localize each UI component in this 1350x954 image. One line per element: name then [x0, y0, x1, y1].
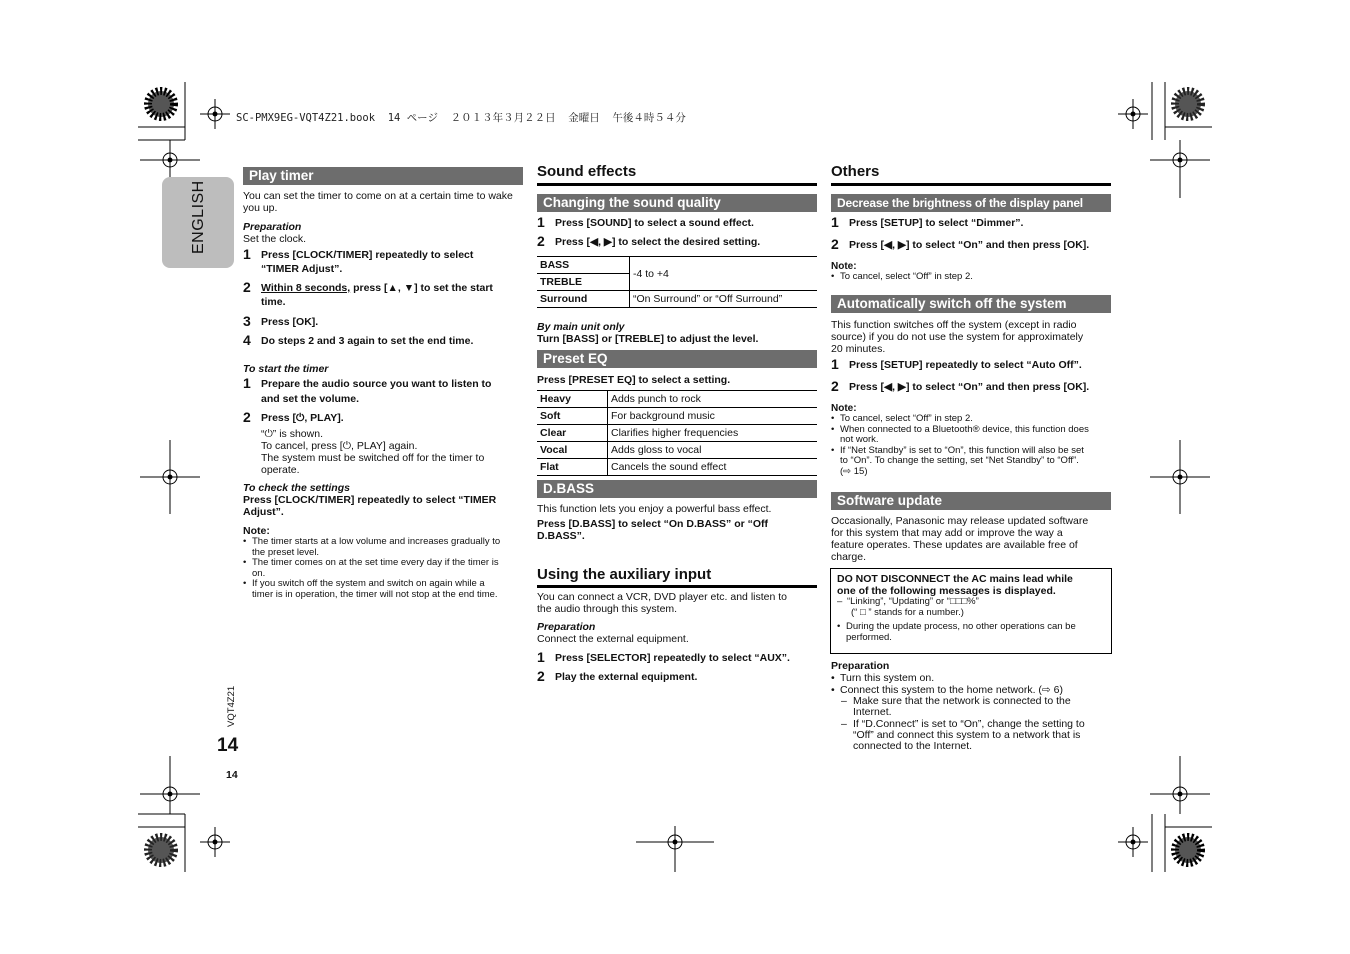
note-item: • If “Net Standby” is set to “On”, this function will also be set to “On”. To change the setting, set “Net Standby” to “Off”. (⇨ 15)	[831, 446, 1113, 478]
dbass-step: Press [D.BASS] to select “On D.BASS” or “Off D.BASS”.	[537, 518, 769, 542]
start-timer-label: To start the timer	[243, 363, 329, 375]
main-unit-text: Turn [BASS] or [TREBLE] to adjust the level.	[537, 333, 759, 345]
note-item: • To cancel, select “Off” in step 2.	[831, 414, 1113, 425]
table-row: Heavy Adds punch to rock	[537, 391, 817, 408]
note-item: • If you switch off the system and switch on again while a timer is in operation, the timer will not stop at the end time.	[243, 579, 525, 600]
software-update-intro: Occasionally, Panasonic may release updated software for this system that may add or improve the way a feature operates. These updates are available free of charge.	[831, 515, 1089, 563]
sound-effects-rule	[537, 183, 817, 186]
list-item: • Connect this system to the home network. (⇨ 6)	[831, 684, 1111, 696]
auto-off-intro: This function switches off the system (except in radio source) if you do not use the system for approximately 20 minutes.	[831, 319, 1084, 355]
warning-bullet	[837, 622, 1105, 643]
others-rule	[831, 183, 1111, 186]
note-item: • During the update process, no other operations can be performed.	[837, 622, 1105, 643]
auto-off-note-label: Note:	[831, 403, 857, 414]
main-unit-label: By main unit only	[537, 321, 625, 333]
note-item: • When connected to a Bluetooth® device, this function does not work.	[831, 425, 1113, 446]
table-row: TREBLE	[537, 274, 817, 291]
table-row: Vocal Adds gloss to vocal	[537, 442, 817, 459]
list-item: – Make sure that the network is connected to the Internet.	[841, 695, 1071, 718]
check-settings-text: Press [CLOCK/TIMER] repeatedly to select “TIMER Adjust”.	[243, 494, 497, 518]
table-row: Clear Clarifies higher frequencies	[537, 425, 817, 442]
play-timer-heading: Play timer	[243, 167, 523, 185]
table-row: Soft For background music	[537, 408, 817, 425]
software-update-heading: Software update	[831, 492, 1111, 510]
dbass-heading: D.BASS	[537, 480, 817, 498]
sound-effects-title: Sound effects	[537, 163, 637, 180]
dimmer-note-label: Note:	[831, 261, 857, 272]
auto-off-heading: Automatically switch off the system	[831, 295, 1111, 313]
play-timer-intro: You can set the timer to come on at a certain time to wake you up.	[243, 190, 513, 214]
others-title: Others	[831, 163, 880, 180]
aux-intro: You can connect a VCR, DVD player etc. and listen to the audio through this system.	[537, 591, 788, 615]
note-item: • The timer comes on at the set time every day if the timer is on.	[243, 558, 525, 579]
preset-eq-heading: Preset EQ	[537, 350, 817, 368]
table-row: BASS -4 to +4	[537, 257, 817, 274]
file-info-header: SC-PMX9EG-VQT4Z21.book 14 ページ ２０１３年３月２２日 金曜日 午後４時５４分	[236, 112, 686, 124]
play-timer-notes	[243, 537, 525, 600]
do-not-disconnect-box	[830, 568, 1112, 654]
changing-sound-quality-heading: Changing the sound quality	[537, 194, 817, 212]
auto-off-notes	[831, 414, 1113, 477]
list-item: • Turn this system on.	[831, 672, 1111, 684]
preparation-label: Preparation	[243, 221, 302, 233]
preparation-text: Set the clock.	[243, 233, 307, 245]
preset-eq-table	[537, 390, 817, 476]
check-settings-label: To check the settings	[243, 482, 350, 494]
dbass-intro: This function lets you enjoy a powerful bass effect.	[537, 503, 772, 515]
page-number-small: 14	[226, 769, 238, 781]
table-row: Surround “On Surround” or “Off Surround”	[537, 291, 817, 308]
warning-dash-item: – “Linking”, “Updating” or “□□□%” (“ □ ” stands for a number.)	[837, 596, 979, 618]
note-item: • To cancel, select “Off” in step 2.	[831, 272, 1113, 283]
aux-preparation-text: Connect the external equipment.	[537, 633, 689, 645]
warning-text: DO NOT DISCONNECT the AC mains lead while one of the following messages is displayed.	[837, 573, 1073, 597]
language-tab	[162, 177, 234, 268]
dimmer-heading: Decrease the brightness of the display panel	[831, 194, 1111, 212]
page-number: 14	[217, 735, 239, 756]
table-row: Flat Cancels the sound effect	[537, 459, 817, 476]
aux-preparation-label: Preparation	[537, 621, 596, 633]
software-prep-label: Preparation	[831, 660, 890, 672]
model-code: VQT4Z21	[226, 685, 237, 727]
play-timer-note-label: Note:	[243, 525, 270, 537]
software-prep-list	[831, 672, 1111, 696]
start-step-2-details: “⏻” is shown. To cancel, press [⏻, PLAY] again. The system must be switched off for the timer to operate.	[261, 428, 485, 476]
dimmer-notes	[831, 272, 1113, 283]
preset-eq-intro: Press [PRESET EQ] to select a setting.	[537, 374, 731, 386]
list-item: – If “D.Connect” is set to “On”, change the setting to “Off” and connect this system to a network that is connected to the Internet.	[841, 718, 1085, 752]
note-item: • The timer starts at a low volume and increases gradually to the preset level.	[243, 537, 525, 558]
language-tab-label: ENGLISH	[190, 180, 207, 254]
sound-quality-table	[537, 256, 817, 308]
aux-input-rule	[537, 585, 817, 588]
aux-input-title: Using the auxiliary input	[537, 566, 712, 583]
software-prep-dashes	[841, 696, 1111, 752]
